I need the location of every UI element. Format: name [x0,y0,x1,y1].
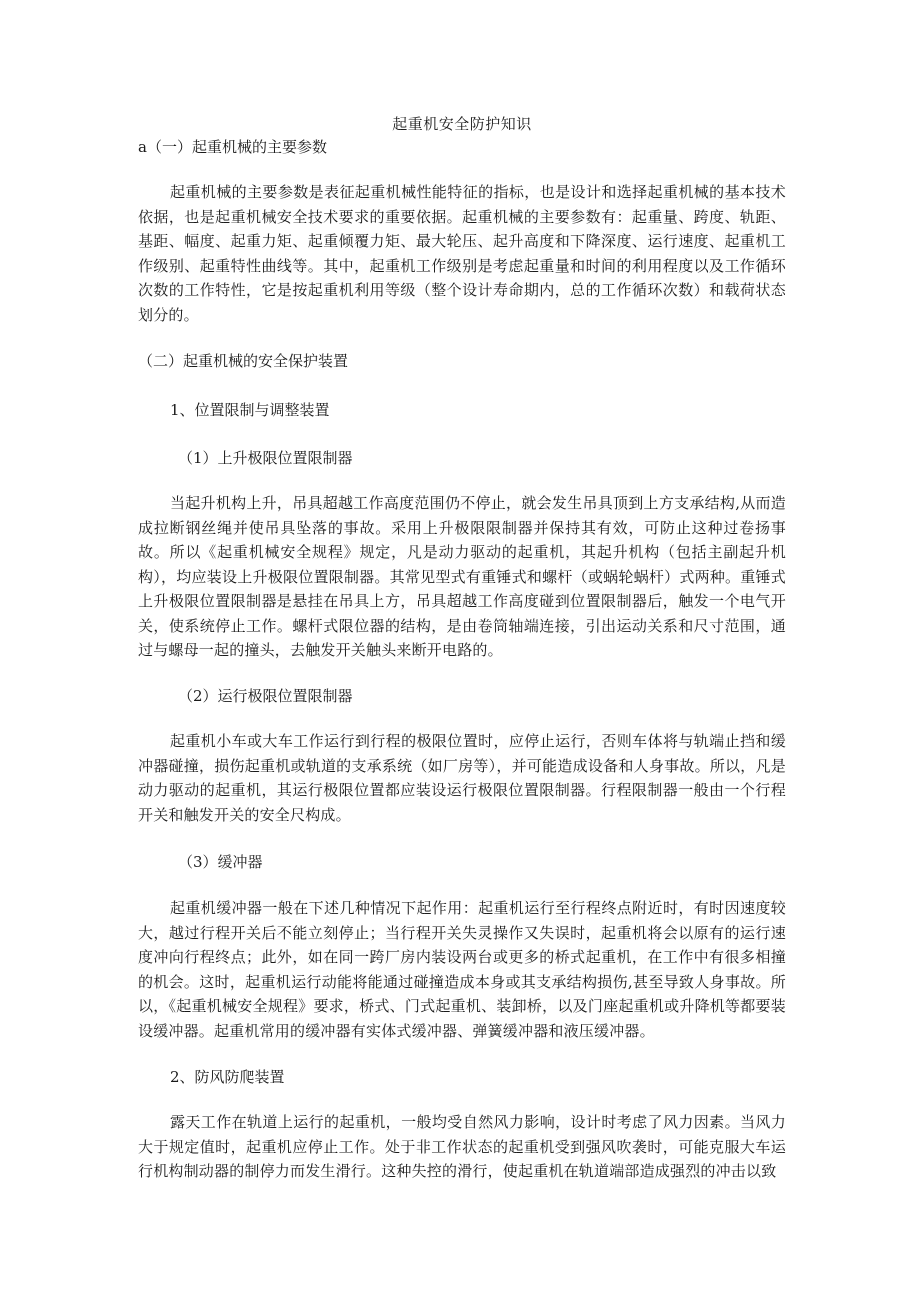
document-title: 起重机安全防护知识 [392,115,532,133]
paragraph-main-parameters: 起重机械的主要参数是表征起重机械性能特征的指标，也是设计和选择起重机械的基本技术依据，也是起重机械安全技术要求的重要依据。起重机械的主要参数有：起重量、跨度、轨距、基距、幅度、起重力矩、起重倾覆力矩、最大轮压、起升高度和下降深度、运行速度、起重机工作级别、起重特性曲线等。其中，起重机工作级别是考虑起重量和时间的利用程度以及工作循环次数的工作特性，它是按起重机利用等级（整个设计寿命期内，总的工作循环次数）和载荷状态划分的。 [138,183,786,324]
paragraph-wind-protection: 露天工作在轨道上运行的起重机，一般均受自然风力影响，设计时考虑了风力因素。当风力大于规定值时，起重机应停止工作。处于非工作状态的起重机受到强风吹袭时，可能克服大车运行机构制动器的制停力而发生滑行。这种失控的滑行，使起重机在轨道端部造成强烈的冲击以致 [138,1113,786,1180]
item-heading-travel-limiter: （2）运行极限位置限制器 [178,687,353,705]
paragraph-buffer: 起重机缓冲器一般在下述几种情况下起作用：起重机运行至行程终点附近时，有时因速度较大，越过行程开关后不能立刻停止；当行程开关失灵操作又失误时，起重机将会以原有的运行速度冲向行程终点；此外，如在同一跨厂房内装设两台或更多的桥式起重机，在工作中有很多相撞的机会。这时，起重机运行动能将能通过碰撞造成本身或其支承结构损伤,甚至导致人身事故。所以，《起重机械安全规程》要求，桥式、门式起重机、装卸桥，以及门座起重机或升降机等都要装设缓冲器。起重机常用的缓冲器有实体式缓冲器、弹簧缓冲器和液压缓冲器。 [138,899,786,1040]
paragraph-travel-limiter: 起重机小车或大车工作运行到行程的极限位置时，应停止运行，否则车体将与轨端止挡和缓冲器碰撞，损伤起重机或轨道的支承系统（如厂房等），并可能造成设备和人身事故。所以，凡是动力驱动的起重机，其运行极限位置都应装设运行极限位置限制器。行程限制器一般由一个行程开关和触发开关的安全尺构成。 [138,732,786,824]
section-heading-main-parameters: a（一）起重机械的主要参数 [138,138,327,156]
subsection-heading-position-limit: 1、位置限制与调整装置 [170,401,330,419]
section-heading-safety-devices: （二）起重机械的安全保护装置 [138,352,349,370]
subsection-heading-wind-protection: 2、防风防爬装置 [170,1068,285,1086]
paragraph-hoist-limiter: 当起升机构上升，吊具超越工作高度范围仍不停止，就会发生吊具顶到上方支承结构,从而造成拉断钢丝绳并使吊具坠落的事故。采用上升极限限制器并保持其有效，可防止这种过卷扬事故。所以《起重机械安全规程》规定，凡是动力驱动的起重机，其起升机构（包括主副起升机构），均应装设上升极限位置限制器。其常见型式有重锤式和螺杆（或蜗轮蜗杆）式两种。重锤式上升极限位置限制器是悬挂在吊具上方，吊具超越工作高度碰到位置限制器后，触发一个电气开关，使系统停止工作。螺杆式限位器的结构，是由卷筒轴端连接，引出运动关系和尺寸范围，通过与螺母一起的撞头，去触发开关触头来断开电路的。 [138,494,786,659]
item-heading-buffer: （3）缓冲器 [178,853,263,871]
item-heading-hoist-limiter: （1）上升极限位置限制器 [178,449,353,467]
